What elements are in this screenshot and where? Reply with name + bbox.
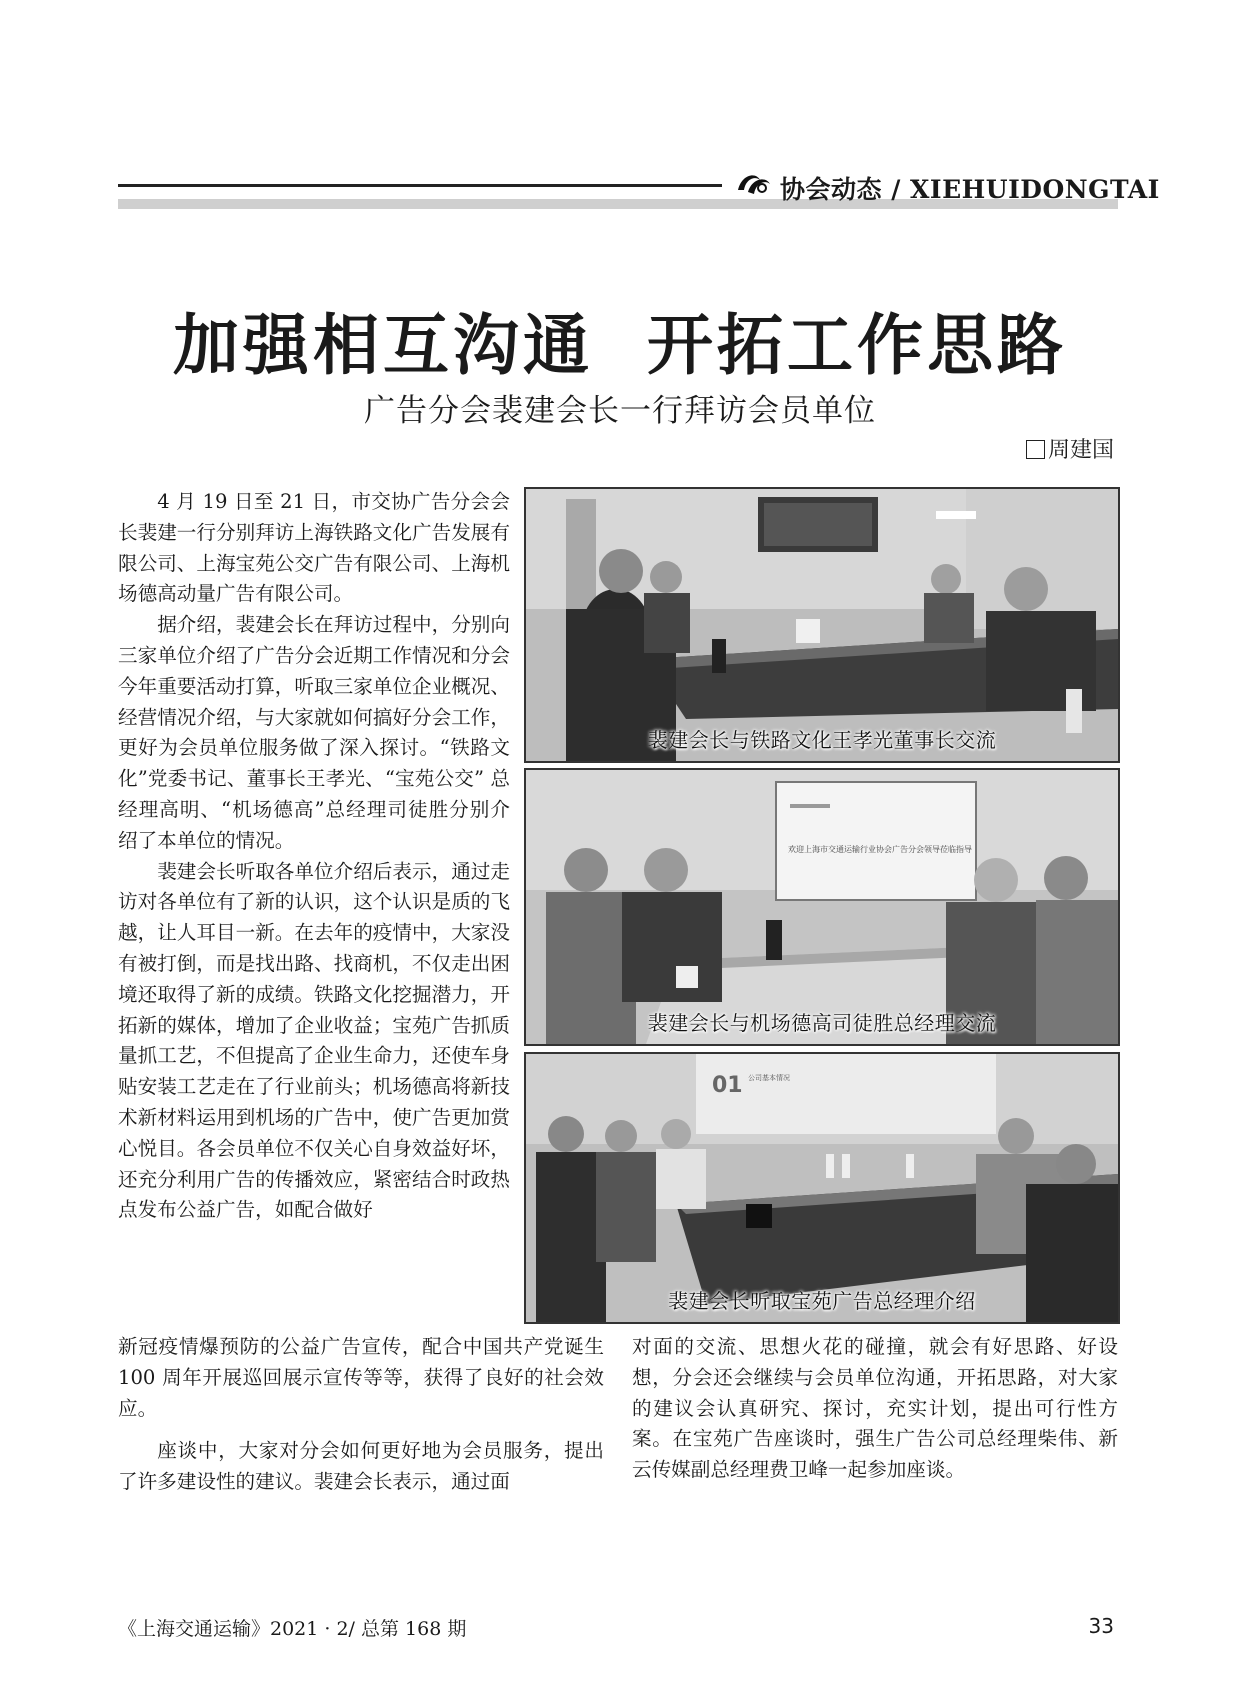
author-line	[1026, 433, 1114, 464]
author-name: 周建国	[1047, 438, 1114, 463]
photo-airport-meeting	[524, 768, 1120, 1046]
photo-caption: 裴建会长听取宝苑广告总经理介绍	[668, 1289, 976, 1313]
article-subtitle: 广告分会裴建会长一行拜访会员单位	[364, 393, 876, 429]
journal-info: 《上海交通运输》2021 · 2/ 总第 168 期	[118, 1618, 467, 1640]
page-number: 33	[1088, 1614, 1114, 1638]
left-column	[118, 487, 510, 1226]
screen-welcome-text: 欢迎上海市交通运输行业协会广告分会领导莅临指导	[788, 845, 972, 854]
author-box-icon	[1026, 440, 1045, 459]
association-logo-icon	[734, 170, 774, 198]
header-rule	[118, 184, 722, 187]
section-title: 协会动态 / XIEHUIDONGTAI	[780, 175, 1160, 204]
bottom-left-column	[118, 1332, 604, 1498]
paragraph: 据介绍，裴建会长在拜访过程中，分别向三家单位介绍了广告分会近期工作情况和分会今年重要活动打算，听取三家单位企业概况、经营情况介绍，与大家就如何搞好分会工作，更好为会员单位服务做了深入探讨。“铁路文化”党委书记、董事长王孝光、“宝苑公交” 总经理高明、“机场德高”总经理司徒胜分别介绍了本单位的情况。	[118, 613, 510, 852]
paragraph: 新冠疫情爆预防的公益广告宣传，配合中国共产党诞生 100 周年开展巡回展示宣传等等，获得了良好的社会效应。	[118, 1335, 604, 1420]
paragraph: 对面的交流、思想火花的碰撞，就会有好思路、好设想，分会还会继续与会员单位沟通，开拓思路，对大家的建议会认真研究、探讨，充实计划，提出可行性方案。在宝苑广告座谈时，强生广告公司总经理柴伟、新云传媒副总经理费卫峰一起参加座谈。	[632, 1335, 1118, 1482]
paragraph: 座谈中，大家对分会如何更好地为会员服务，提出了许多建设性的建议。裴建会长表示，通过面	[118, 1439, 604, 1494]
photo-railway-meeting	[524, 487, 1120, 763]
photo-caption: 裴建会长与机场德高司徒胜总经理交流	[647, 1011, 997, 1035]
paragraph: 裴建会长听取各单位介绍后表示，通过走访对各单位有了新的认识，这个认识是质的飞越，让人耳目一新。在去年的疫情中，大家没有被打倒，而是找出路、找商机，不仅走出困境还取得了新的成绩。铁路文化挖掘潜力，开拓新的媒体，增加了企业收益；宝苑广告抓质量抓工艺，不但提高了企业生命力，还使车身贴安装工艺走在了行业前头；机场德高将新技术新材料运用到机场的广告中，使广告更加赏心悦目。各会员单位不仅关心自身效益好坏，还充分利用广告的传播效应，紧密结合时政热点发布公益广告，如配合做好	[118, 859, 510, 1222]
photo-caption: 裴建会长与铁路文化王孝光董事长交流	[647, 728, 997, 752]
bottom-right-column	[632, 1332, 1118, 1486]
photo-baoyuan-meeting	[524, 1052, 1120, 1324]
screen-label: 公司基本情况	[748, 1074, 790, 1082]
screen-number: 01	[712, 1073, 743, 1098]
paragraph: 4 月 19 日至 21 日，市交协广告分会会长裴建一行分别拜访上海铁路文化广告发展有限公司、上海宝苑公交广告有限公司、上海机场德高动量广告有限公司。	[118, 490, 510, 606]
article-title: 加强相互沟通 开拓工作思路	[173, 306, 1067, 384]
